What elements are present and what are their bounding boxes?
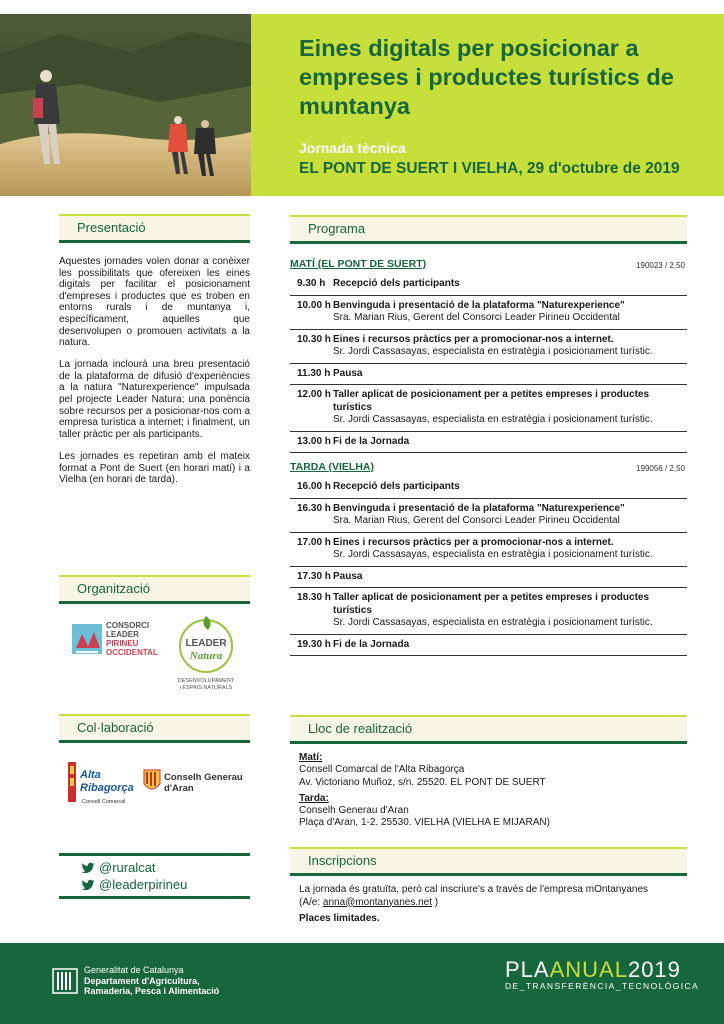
program-time: 17.30 h (297, 570, 331, 582)
section-header-inscripcions (290, 847, 687, 876)
footer (0, 943, 724, 1024)
hikers-landscape-image (0, 14, 251, 196)
program-row (290, 432, 687, 454)
program-title: Benvinguda i presentació de la plataforma "Naturexperience" (333, 502, 625, 514)
program-row (290, 364, 687, 386)
registration-info (299, 884, 689, 926)
presentation-paragraph: La jornada inclourà una breu presentació de la plataforma de difusió d'experiències a la natura "Naturexperience" impulsada pel projecte Leader Natura; una ponència sobre recursos per a posicionar-nos com a empresa turística a internet; i finalment, un taller pràctic per als participants. (59, 359, 250, 440)
venue-morning-label: Matí: (299, 752, 323, 763)
program-schedule (290, 258, 687, 656)
alta-sub: Consell Comarcal (82, 799, 126, 805)
shift-afternoon (290, 461, 687, 477)
social-box (59, 853, 250, 899)
program-title: Taller aplicat de posicionament per a petites empreses i productes turístics (333, 592, 650, 616)
consorci-line: PIRINEU (106, 639, 139, 648)
program-title: Pausa (333, 570, 363, 582)
generalitat-logo (52, 965, 219, 997)
shift-code: 190023 / 2,50 (636, 261, 685, 270)
venue-morning-line: Consell Comarcal de l'Alta Ribagorça (299, 764, 465, 776)
pla-anual-logo (505, 957, 699, 991)
presentation-text (59, 256, 250, 496)
program-title: Pausa (333, 367, 363, 379)
twitter-icon (81, 861, 95, 875)
generalitat-emblem-icon (52, 968, 78, 994)
aran-line: Conselh Generau (164, 772, 243, 783)
section-title: Lloc de realització (308, 721, 413, 736)
program-row (290, 385, 687, 432)
department-line: Departament d'Agricultura, (84, 975, 200, 986)
section-title: Organització (77, 581, 150, 596)
section-title: Programa (308, 221, 366, 236)
program-row (290, 567, 687, 589)
twitter-handle-text: @ruralcat (99, 860, 156, 875)
event-location-date: EL PONT DE SUERT I VIELHA, 29 d'octubre de 2019 (299, 160, 680, 177)
registration-email-link[interactable]: anna@montanyanes.net (322, 896, 433, 908)
program-title: Recepció dels participants (333, 481, 460, 492)
leaf-icon (203, 616, 210, 630)
section-header-lloc (290, 715, 687, 744)
presentation-paragraph: Les jornades es repetiran amb el mateix format a Pont de Suert (en horari matí) i a Vielha (en horari de tarda). (59, 450, 250, 486)
program-row (290, 330, 687, 364)
section-header-programa (290, 215, 687, 244)
event-title: Eines digitals per posicionar a empreses i productes turístics de muntanya (299, 35, 674, 119)
venue-afternoon-line: Plaça d'Aran, 1-2. 25530. VIELHA (VIELHA E MIJARAN) (299, 817, 550, 829)
program-speaker: Sra. Marian Rius, Gerent del Consorci Leader Pirineu Occidental (333, 312, 620, 323)
program-time: 18.30 h (297, 592, 331, 603)
email-prefix: (A/e: (299, 896, 323, 908)
program-row (290, 588, 687, 635)
program-title: Eines i recursos pràctics per a promocionar-nos a internet. (333, 333, 614, 345)
alta-line: Ribagorça (80, 782, 134, 794)
program-speaker: Sr. Jordi Cassasayas, especialista en estratègia i posicionament turístic. (333, 414, 653, 425)
program-title: Fi de la Jornada (333, 638, 410, 650)
section-title: Presentació (77, 220, 146, 235)
event-subtitle: Jornada tècnica (299, 140, 406, 156)
registration-email-line (299, 897, 689, 910)
consorci-leader-logo (72, 618, 164, 662)
section-header-collaboracio (59, 714, 250, 743)
header-photo (0, 14, 251, 196)
plan-subtitle: DE_TRANSFERÈNCIA_TECNOLÒGICA (505, 981, 700, 991)
program-speaker: Sra. Marian Rius, Gerent del Consorci Leader Pirineu Occidental (333, 515, 620, 526)
program-speaker: Sr. Jordi Cassasayas, especialista en estratègia i posicionament turístic. (333, 617, 653, 628)
email-suffix: ) (432, 896, 439, 908)
venue-afternoon-line: Conselh Generau d'Aran (299, 805, 409, 817)
program-speaker: Sr. Jordi Cassasayas, especialista en estratègia i posicionament turístic. (333, 549, 653, 560)
program-title: Eines i recursos pràctics per a promocionar-nos a internet. (333, 536, 614, 548)
plan-year: 2019 (627, 957, 681, 982)
section-header-organitzacio (59, 575, 250, 604)
program-row (290, 533, 687, 567)
program-row (290, 635, 687, 657)
program-time: 16.30 h (297, 502, 331, 514)
program-time: 11.30 h (297, 367, 331, 379)
shift-code: 199056 / 2,50 (636, 464, 685, 473)
plan-pla: PLA (505, 957, 550, 982)
program-row (290, 477, 687, 499)
registration-note: Places limitades. (299, 913, 380, 924)
program-speaker: Sr. Jordi Cassasayas, especialista en estratègia i posicionament turístic. (333, 346, 653, 357)
program-time: 16.00 h (297, 481, 331, 492)
program-time: 10.30 h (297, 333, 331, 345)
consorci-line: LEADER (106, 630, 139, 639)
venue-morning-line: Av. Victoriano Muñoz, s/n. 25520. EL PONT DE SUERT (299, 776, 546, 788)
program-title: Benvinguda i presentació de la plataforma "Naturexperience" (333, 299, 625, 311)
twitter-icon (81, 878, 95, 892)
plan-anual: ANUAL (549, 957, 628, 982)
leader-natura-logo (172, 612, 244, 692)
program-time: 17.00 h (297, 536, 331, 548)
registration-text: La jornada és gratuïta, però cal inscriure's a través de l'empresa mOntanyanes (299, 884, 648, 895)
twitter-handle-leaderpirineu[interactable] (81, 877, 187, 892)
program-time: 9.30 h (297, 278, 326, 289)
section-title: Inscripcions (308, 853, 377, 868)
consorci-line: CONSORCI (106, 621, 150, 630)
generalitat-line: Generalitat de Catalunya (84, 965, 184, 975)
header-band (251, 14, 724, 196)
venue-info (299, 752, 689, 830)
twitter-handle-text: @leaderpirineu (99, 877, 188, 892)
shift-name: MATÍ (EL PONT DE SUERT) (290, 258, 427, 270)
shift-name: TARDA (VIELHA) (290, 461, 374, 473)
program-title: Taller aplicat de posicionament per a petites empreses i productes turístics (333, 389, 650, 413)
consorci-line: OCCIDENTAL (106, 648, 158, 657)
program-time: 13.00 h (297, 435, 331, 447)
section-header-presentacio (59, 214, 250, 243)
leader-line: LEADER (185, 638, 227, 649)
presentation-paragraph: Aquestes jornades volen donar a conèixer les possibilitats que ofereixen les eines digitals per facilitar el posicionament d'empreses i productes que es troben en entorns rurals i de muntanya i, específicament, aquelles que desenvolupen o promouen activitats a la natura. (59, 256, 250, 349)
program-row (290, 274, 687, 296)
program-time: 19.30 h (297, 638, 331, 650)
conselh-generau-aran-logo (142, 766, 246, 796)
program-title: Recepció dels participants (333, 278, 460, 289)
alta-line: Alta (80, 769, 101, 781)
aran-line: d'Aran (164, 783, 194, 794)
shift-morning (290, 258, 687, 274)
program-row (290, 296, 687, 330)
section-title: Col·laboració (77, 720, 154, 735)
leader-tagline: i ESPAIS NATURALS (179, 685, 233, 691)
leader-line: Natura (189, 650, 223, 662)
department-line: Ramaderia, Pesca i Alimentació (84, 986, 220, 996)
twitter-handle-ruralcat[interactable] (81, 860, 156, 875)
program-time: 10.00 h (297, 299, 331, 311)
program-title: Fi de la Jornada (333, 435, 410, 447)
program-row (290, 499, 687, 533)
program-time: 12.00 h (297, 389, 331, 400)
leader-tagline: DESENVOLUPAMENT (177, 678, 235, 684)
alta-ribagorca-logo (68, 760, 136, 806)
venue-afternoon-label: Tarda: (299, 792, 329, 804)
